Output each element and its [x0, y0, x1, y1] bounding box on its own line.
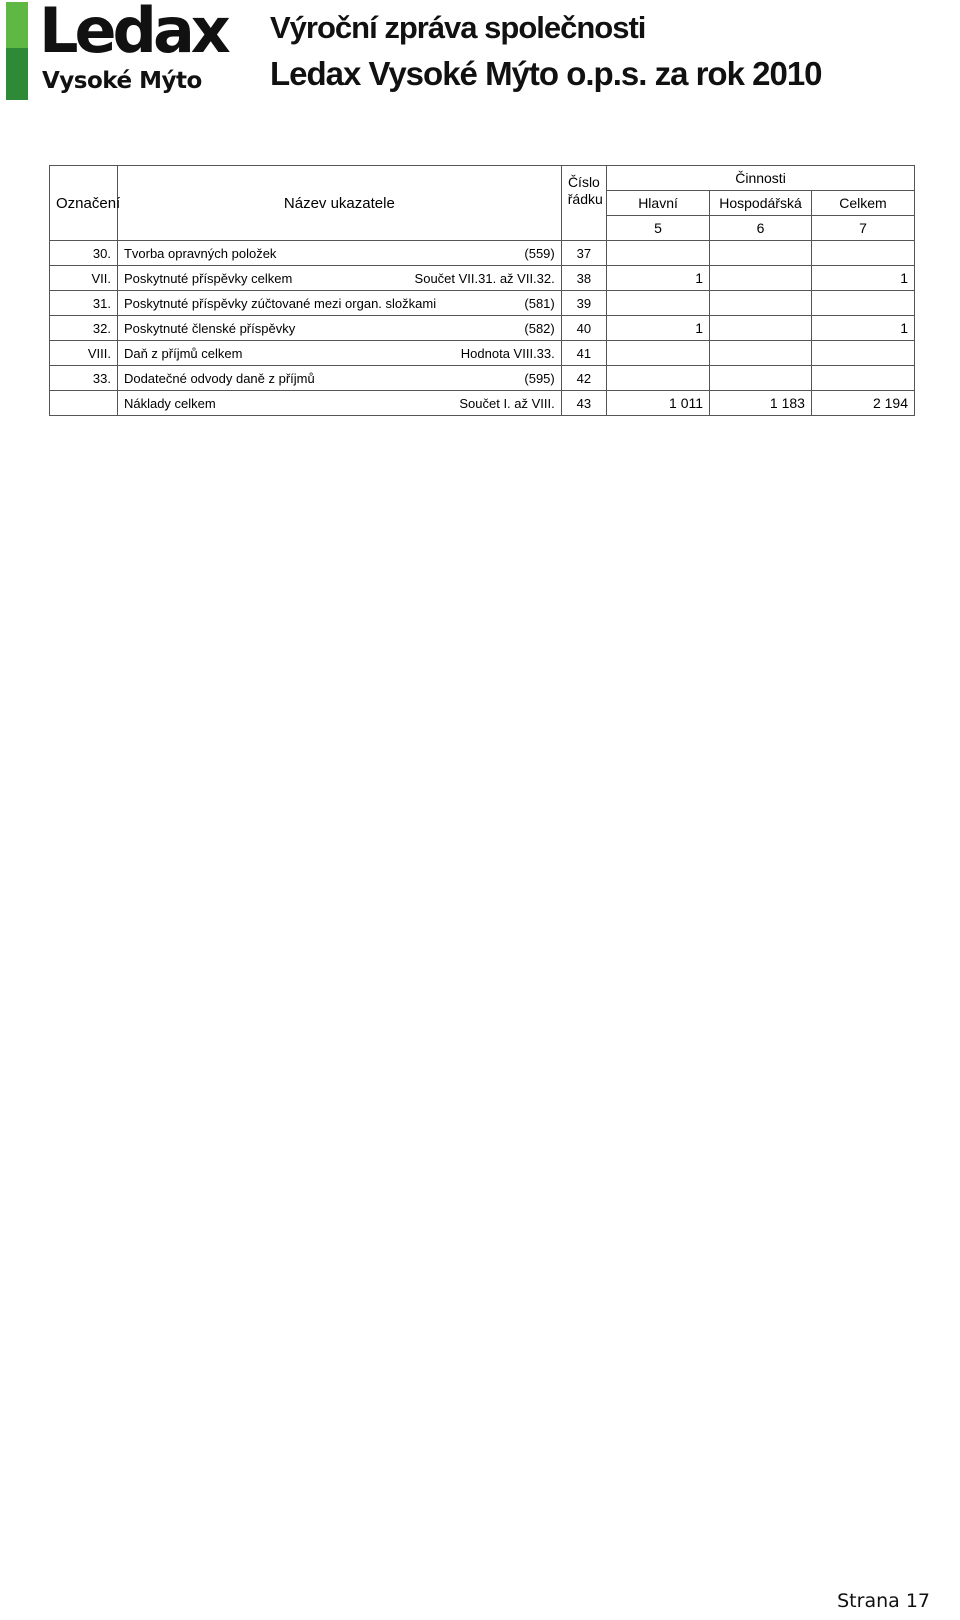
row-ref: Součet I. až VIII.	[459, 395, 555, 411]
row-number: 43	[561, 391, 606, 416]
row-ref: (581)	[524, 295, 555, 311]
header-idx-total: 7	[811, 216, 914, 241]
header-idx-main: 5	[607, 216, 710, 241]
row-total	[811, 366, 914, 391]
header-mark: Označení	[50, 166, 118, 241]
row-econ	[710, 366, 812, 391]
header-idx-econ: 6	[710, 216, 812, 241]
row-main	[607, 341, 710, 366]
row-name-cell	[117, 291, 561, 316]
row-econ	[710, 341, 812, 366]
row-name: Dodatečné odvody daně z příjmů	[123, 370, 315, 386]
company-logo	[6, 2, 246, 102]
row-number: 39	[561, 291, 606, 316]
row-name: Daň z příjmů celkem	[123, 345, 243, 361]
report-title	[270, 8, 822, 96]
logo-subtitle: Vysoké Mýto	[42, 68, 202, 94]
row-name-cell	[117, 241, 561, 266]
row-mark: 33.	[50, 366, 118, 391]
table-row	[50, 291, 915, 316]
header-group: Činnosti	[607, 166, 915, 191]
table-row-total	[50, 391, 915, 416]
title-line-1: Výroční zpráva společnosti	[270, 10, 646, 45]
row-name-cell	[117, 266, 561, 291]
row-number: 40	[561, 316, 606, 341]
row-main: 1 011	[607, 391, 710, 416]
row-main: 1	[607, 316, 710, 341]
row-econ	[710, 266, 812, 291]
row-total: 1	[811, 316, 914, 341]
table-row	[50, 241, 915, 266]
row-mark	[50, 391, 118, 416]
row-name: Náklady celkem	[123, 395, 216, 411]
title-line-2: Ledax Vysoké Mýto o.p.s. za rok 2010	[270, 55, 822, 92]
row-name-cell	[117, 341, 561, 366]
table-row	[50, 316, 915, 341]
row-main	[607, 241, 710, 266]
header-econ: Hospodářská	[710, 191, 812, 216]
row-name: Poskytnuté členské příspěvky	[123, 320, 296, 336]
row-mark: 30.	[50, 241, 118, 266]
row-ref: Součet VII.31. až VII.32.	[414, 270, 555, 286]
table-row	[50, 266, 915, 291]
row-ref: Hodnota VIII.33.	[460, 345, 555, 361]
row-name: Poskytnuté příspěvky zúčtované mezi organ. složkami	[123, 295, 437, 311]
row-main	[607, 291, 710, 316]
row-ref: (582)	[524, 320, 555, 336]
row-total	[811, 241, 914, 266]
logo-bar-dark	[6, 48, 28, 100]
row-number: 41	[561, 341, 606, 366]
row-main	[607, 366, 710, 391]
row-econ	[710, 316, 812, 341]
row-main: 1	[607, 266, 710, 291]
row-total	[811, 291, 914, 316]
row-mark: VII.	[50, 266, 118, 291]
row-econ	[710, 291, 812, 316]
row-econ: 1 183	[710, 391, 812, 416]
row-number: 38	[561, 266, 606, 291]
row-name: Tvorba opravných položek	[123, 245, 277, 261]
row-econ	[710, 241, 812, 266]
row-mark: 31.	[50, 291, 118, 316]
row-name-cell	[117, 366, 561, 391]
header-name: Název ukazatele	[117, 166, 561, 241]
page-number: Strana 17	[837, 1590, 930, 1612]
row-total	[811, 341, 914, 366]
row-number: 37	[561, 241, 606, 266]
header-main: Hlavní	[607, 191, 710, 216]
row-name: Poskytnuté příspěvky celkem	[123, 270, 293, 286]
header-rowno: Číslo řádku	[561, 166, 606, 216]
row-name-cell	[117, 316, 561, 341]
expense-table	[49, 165, 915, 416]
row-ref: (595)	[524, 370, 555, 386]
table-row	[50, 341, 915, 366]
row-total: 2 194	[811, 391, 914, 416]
header-total: Celkem	[811, 191, 914, 216]
table-row	[50, 366, 915, 391]
row-ref: (559)	[524, 245, 555, 261]
row-total: 1	[811, 266, 914, 291]
logo-bar-light	[6, 2, 28, 48]
row-number: 42	[561, 366, 606, 391]
logo-brand: Ledax	[39, 0, 227, 67]
row-mark: VIII.	[50, 341, 118, 366]
row-mark: 32.	[50, 316, 118, 341]
header-rowno-blank	[561, 216, 606, 241]
row-name-cell	[117, 391, 561, 416]
